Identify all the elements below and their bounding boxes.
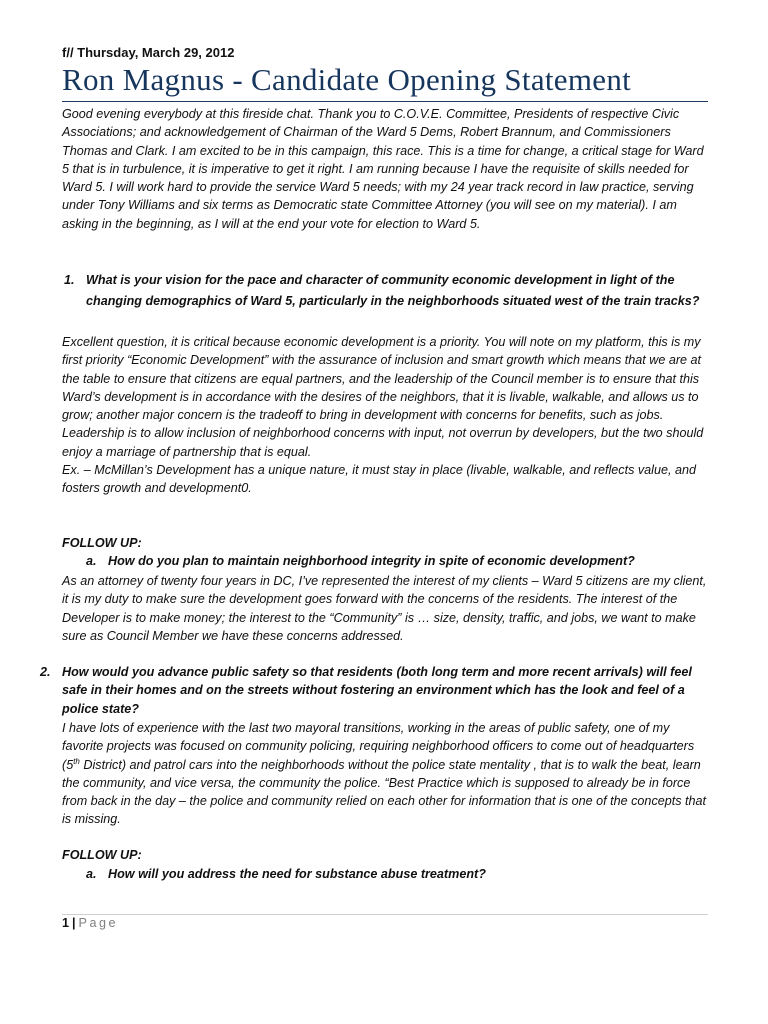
answer-2 [62,719,710,829]
question-2-number: 2. [40,665,51,679]
followup-2-question [86,867,486,881]
page-title: Ron Magnus - Candidate Opening Statement [62,62,632,97]
question-2-text: How would you advance public safety so that residents (both long term and more recent arrivals) will feel safe in their homes and on the streets without fostering an environment which has the look and feel of a police state? [62,665,692,716]
page-footer [62,916,118,930]
answer-2-superscript: th [73,756,80,766]
title-underline [62,101,708,102]
question-1 [64,270,710,312]
answer-2-part2: District) and patrol cars into the neighborhoods without the police state mentality , that is to walk the beat, learn the community, and vice versa, the community the police. “Best Practice which is supposed to already be in force from back in the day – the police and community relied on each other for information that is one of the concepts that is missing. [62,757,707,827]
question-1-number: 1. [64,273,75,287]
answer-1 [62,333,710,498]
page-number: 1 [62,916,70,930]
intro-paragraph: Good evening everybody at this fireside chat. Thank you to C.O.V.E. Committee, Presidents of respective Civic Associations; and acknowledgement of Chairman of the Ward 5 Dems, Robert Brannum, and Commissioners Thomas and Clark. I am excited to be in this campaign, this race. This is a time for change, a critical stage for Ward 5 that is in turbulence, it is imperative to get it right. I am running because I have the requisite of skills needed for Ward 5. I will work hard to provide the service Ward 5 needs; with my 24 year track record in law practice, serving under Tony Williams and six terms as Democratic state Committee Attorney (you will see on my material). I am asking in the beginning, as I will at the end your vote for election to Ward 5. [62,107,704,231]
followup-2-label: FOLLOW UP: [62,848,142,862]
followup-1-letter: a. [86,554,97,568]
followup-2-question-text: How will you address the need for substance abuse treatment? [108,867,486,881]
question-1-text: What is your vision for the pace and character of community economic development in light of the changing demographics of Ward 5, particularly in the neighborhoods situated west of the train tracks? [86,273,700,308]
followup-2-letter: a. [86,867,97,881]
answer-1-example: Ex. – McMillan’s Development has a unique nature, it must stay in place (livable, walkable, and reflects value, and fosters growth and development0. [62,463,696,496]
date-line: f// Thursday, March 29, 2012 [62,45,235,60]
followup-1-question-text: How do you plan to maintain neighborhood integrity in spite of economic development? [108,554,635,568]
followup-1-question [86,554,635,568]
footer-separator: | [72,916,76,930]
followup-1-answer: As an attorney of twenty four years in DC, I’ve represented the interest of my clients – Ward 5 citizens are my client, it is my duty to make sure the development goes forward with the concerns of the residents. The interest of the Developer is to make money; the interest to the “Community” is … size, density, traffic, and jobs, we want to make sure as Council Member we have these concerns addressed. [62,574,707,643]
question-2 [40,663,710,718]
answer-1-text: Excellent question, it is critical because economic development is a priority. You will note on my platform, this is my first priority “Economic Development” with the assurance of inclusion and smart growth which means that we are at the table to ensure that citizens are equal partners, and the leadership of the Council member is to ensure that this Ward’s development is in accordance with the desires of the neighbors, that it is livable, walkable, and allows us to grow; another major concern is the tradeoff to bring in development with concerns for benefits, such as jobs. Leadership is to allow inclusion of neighborhood concerns with input, not overrun by developers, but the two should enjoy a marriage of partnership that is equal. [62,335,704,459]
answer-2-part1: I have lots of experience with the last two mayoral transitions, working in the areas of public safety, one of my favorite projects was focused on community policing, requiring neighborhood officers to come out of headquarters (5 [62,721,695,772]
footer-rule [62,914,708,915]
followup-1-label: FOLLOW UP: [62,536,142,550]
page-label: Page [78,916,118,930]
